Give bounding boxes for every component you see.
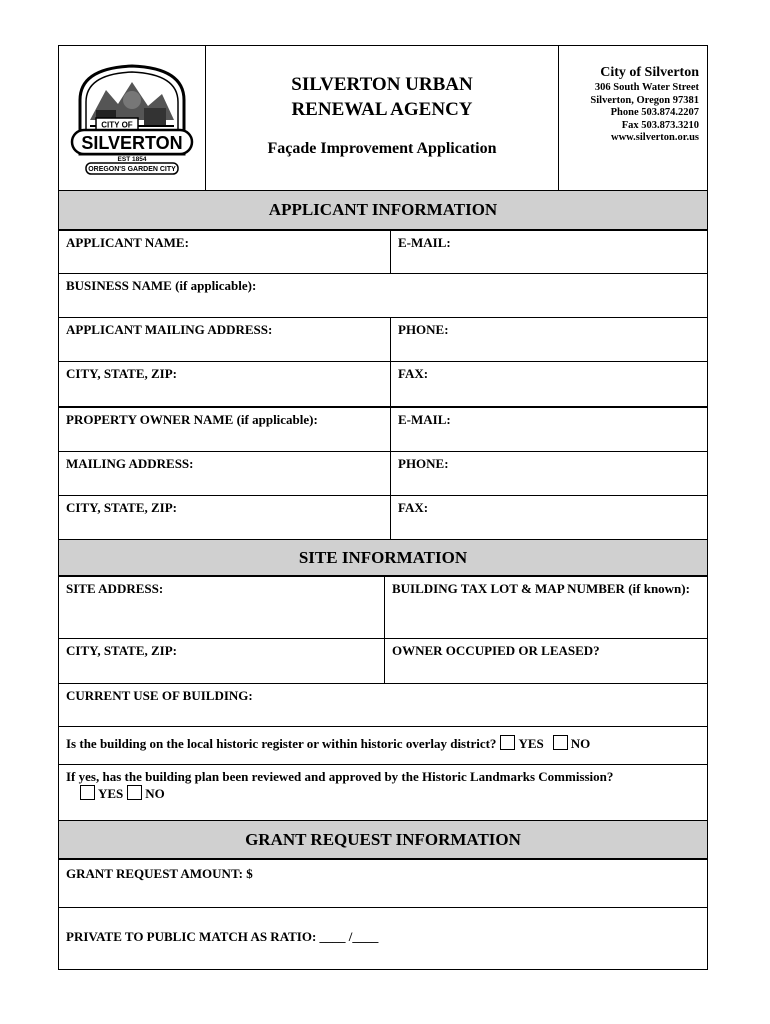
historic-no-label: NO [570,736,591,751]
grant-row-1 [58,858,708,907]
owner-row-1 [58,406,708,451]
plan-yes-checkbox[interactable] [80,785,95,800]
site-row-2 [58,638,708,683]
business-name-field[interactable]: BUSINESS NAME (if applicable): [66,278,257,293]
contact-web: www.silverton.or.us [611,132,699,143]
historic-question-text: Is the building on the local historic register or within historic overlay district? [66,736,497,751]
applicant-row-4 [58,361,708,406]
contact-citystate: Silverton, Oregon 97381 [590,94,699,106]
owner-occupied-field[interactable]: OWNER OCCUPIED OR LEASED? [392,643,600,658]
plan-question [59,765,707,820]
current-use-field[interactable]: CURRENT USE OF BUILDING: [66,688,253,703]
tax-lot-field[interactable]: BUILDING TAX LOT & MAP NUMBER (if known): [392,581,690,596]
site-address-field[interactable]: SITE ADDRESS: [59,577,385,638]
site-row-1 [58,575,708,638]
grant-amount-field[interactable]: GRANT REQUEST AMOUNT: $ [66,866,253,881]
plan-no-checkbox[interactable] [127,785,142,800]
applicant-row-3 [58,317,708,361]
historic-question [59,727,707,764]
logo-est: EST 1854 [117,156,147,163]
grant-section-heading: GRANT REQUEST INFORMATION [58,820,708,858]
application-form [58,45,708,970]
applicant-row-1 [58,229,708,273]
applicant-section-heading: APPLICANT INFORMATION [58,191,708,229]
applicant-email-field[interactable]: E-MAIL: [398,235,451,250]
site-row-5 [58,764,708,820]
form-header [58,45,708,191]
match-ratio-field[interactable]: PRIVATE TO PUBLIC MATCH AS RATIO: ____ /____ [66,929,379,944]
applicant-name-field[interactable]: APPLICANT NAME: [59,231,391,273]
form-subtitle: Façade Improvement Application [267,140,497,157]
grant-row-2 [58,907,708,970]
site-citystatezip-field[interactable]: CITY, STATE, ZIP: [59,639,385,683]
owner-row-3 [58,495,708,539]
agency-title-line2: RENEWAL AGENCY [291,99,473,120]
owner-mailing-field[interactable]: MAILING ADDRESS: [59,452,391,495]
logo-city-name: SILVERTON [81,133,183,153]
plan-yes-label: YES [98,786,124,801]
title-block [206,46,559,190]
logo-tagline: OREGON'S GARDEN CITY [88,166,176,173]
site-row-4 [58,726,708,764]
site-section-heading: SITE INFORMATION [58,539,708,575]
plan-no-label: NO [145,786,165,801]
historic-no-checkbox[interactable] [553,735,568,750]
applicant-row-2 [58,273,708,317]
applicant-citystatezip-field[interactable]: CITY, STATE, ZIP: [59,362,391,406]
contact-city: City of Silverton [600,65,699,80]
contact-block [559,46,707,190]
site-row-3 [58,683,708,726]
owner-citystatezip-field[interactable]: CITY, STATE, ZIP: [59,496,391,539]
agency-title-line1: SILVERTON URBAN [291,74,473,95]
city-seal-icon [66,60,198,176]
applicant-mailing-field[interactable]: APPLICANT MAILING ADDRESS: [59,318,391,361]
contact-street: 306 South Water Street [594,82,699,93]
plan-question-text: If yes, has the building plan been reviewed and approved by the Historic Landmarks Commission? [66,769,614,784]
city-logo [59,46,206,190]
owner-row-2 [58,451,708,495]
owner-fax-field[interactable]: FAX: [398,500,429,515]
owner-email-field[interactable]: E-MAIL: [398,412,451,427]
logo-city-of: CITY OF [101,120,133,130]
contact-phone: Phone 503.874.2207 [610,107,699,118]
applicant-fax-field[interactable]: FAX: [398,366,429,381]
contact-fax: Fax 503.873.3210 [621,119,699,131]
applicant-phone-field[interactable]: PHONE: [398,322,449,337]
owner-name-field[interactable]: PROPERTY OWNER NAME (if applicable): [59,408,391,451]
owner-phone-field[interactable]: PHONE: [398,456,449,471]
plan-options [76,785,627,802]
historic-yes-checkbox[interactable] [500,735,515,750]
historic-yes-label: YES [518,736,544,751]
